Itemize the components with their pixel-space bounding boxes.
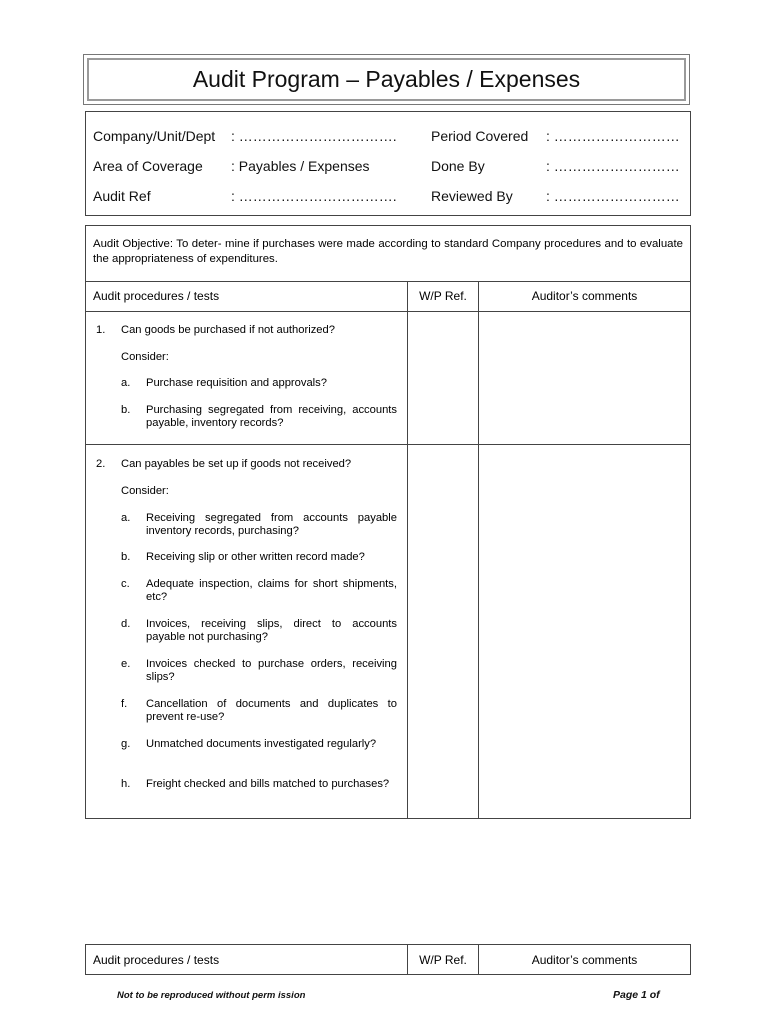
reviewed-by-value: : ……………………… [546, 188, 680, 204]
table-divider [85, 281, 691, 282]
area-label: Area of Coverage [93, 158, 203, 174]
sub-letter: h. [121, 778, 131, 790]
sub-item: Purchase requisition and approvals? [146, 377, 327, 389]
area-value: : Payables / Expenses [231, 158, 370, 174]
header-wp-ref: W/P Ref. [419, 953, 467, 967]
item-question: Can payables be set up if goods not received? [121, 458, 352, 470]
reviewed-by-label: Reviewed By [431, 188, 513, 204]
header-comments: Auditor’s comments [531, 953, 638, 967]
sub-letter: a. [121, 512, 131, 524]
sub-item: Adequate inspection, claims for short shipments, etc? [146, 578, 397, 603]
audit-info-box [85, 111, 691, 216]
header-comments: Auditor’s comments [531, 289, 638, 303]
table-border-right [690, 225, 691, 819]
page-title: Audit Program – Payables / Expenses [87, 58, 686, 101]
table-border-left [85, 225, 86, 819]
sub-item: Invoices, receiving slips, direct to accounts payable not purchasing? [146, 618, 397, 643]
period-label: Period Covered [431, 128, 529, 144]
sub-item: Receiving segregated from accounts payable inventory records, purchasing? [146, 512, 397, 537]
page-number: Page 1 of [613, 989, 660, 1001]
column-divider [478, 281, 479, 819]
header-procedures: Audit procedures / tests [93, 953, 220, 967]
audit-ref-value: : ……………………………. [231, 188, 397, 204]
column-divider [407, 281, 408, 819]
sub-letter: c. [121, 578, 130, 590]
audit-objective: Audit Objective: To deter- mine if purchases were made according to standard Company procedures and to evaluate the appropriateness of expenditures. [93, 238, 683, 265]
sub-item: Cancellation of documents and duplicates to prevent re-use? [146, 698, 397, 723]
sub-item: Purchasing segregated from receiving, accounts payable, inventory records? [146, 404, 397, 429]
period-value: : ……………………… [546, 128, 680, 144]
item-question: Can goods be purchased if not authorized? [121, 324, 335, 336]
sub-letter: b. [121, 551, 131, 563]
table-border-top [85, 944, 691, 945]
sub-letter: e. [121, 658, 131, 670]
header-wp-ref: W/P Ref. [419, 289, 467, 303]
table-divider [85, 444, 691, 445]
item-number: 2. [96, 458, 106, 470]
table-border-bottom [85, 974, 691, 975]
sub-item: Unmatched documents investigated regularly? [146, 738, 377, 750]
header-procedures: Audit procedures / tests [93, 289, 220, 303]
consider-label: Consider: [121, 485, 169, 497]
sub-letter: f. [121, 698, 128, 710]
sub-letter: a. [121, 377, 131, 389]
consider-label: Consider: [121, 351, 169, 363]
table-border-bottom [85, 818, 691, 819]
audit-ref-label: Audit Ref [93, 188, 151, 204]
done-by-label: Done By [431, 158, 485, 174]
company-value: : ……………………………. [231, 128, 397, 144]
sub-item: Receiving slip or other written record made? [146, 551, 365, 563]
table-divider [85, 311, 691, 312]
company-label: Company/Unit/Dept [93, 128, 216, 144]
sub-letter: b. [121, 404, 131, 416]
table-border-left [85, 944, 86, 975]
item-number: 1. [96, 324, 106, 336]
sub-letter: d. [121, 618, 131, 630]
sub-item: Freight checked and bills matched to purchases? [146, 778, 390, 790]
footer-notice: Not to be reproduced without perm ission [117, 990, 306, 1001]
table-border-top [85, 225, 691, 226]
sub-item: Invoices checked to purchase orders, receiving slips? [146, 658, 397, 683]
done-by-value: : ……………………… [546, 158, 680, 174]
sub-letter: g. [121, 738, 131, 750]
title-frame [83, 54, 690, 105]
